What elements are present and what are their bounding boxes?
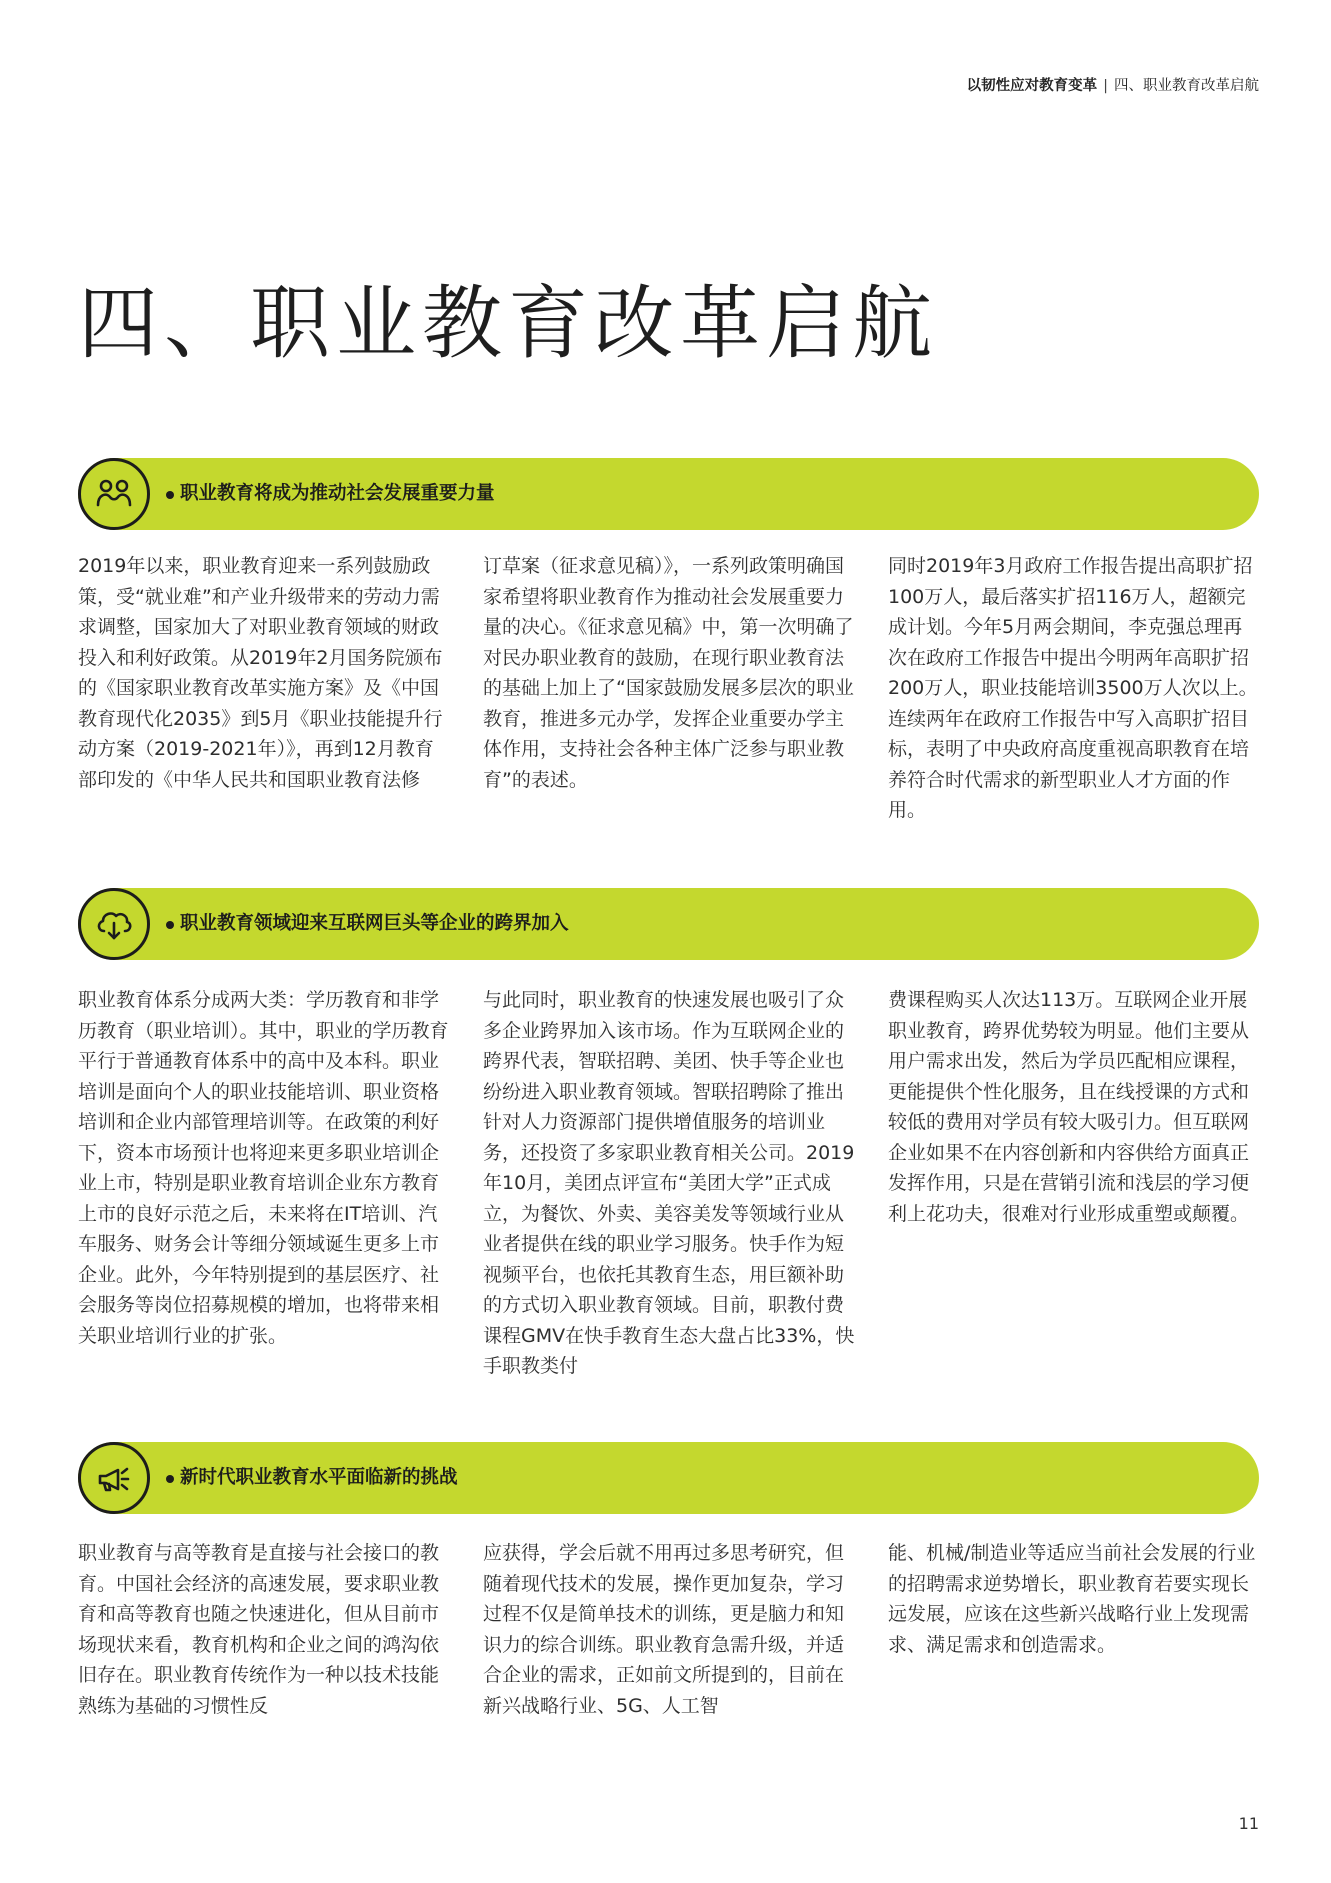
section-title: 职业教育将成为推动社会发展重要力量 — [180, 483, 495, 504]
section-banner-3 — [78, 1442, 1259, 1514]
paragraph: 费课程购买人次达113万。互联网企业开展职业教育，跨界优势较为明显。他们主要从用户需求出发，然后为学员匹配相应课程，更能提供个性化服务，且在线授课的方式和较低的费用对学员有较大吸引力。但互联网企业如果不在内容创新和内容供给方面真正发挥作用，只是在营销引流和浅层的学习便利上花功夫，很难对行业形成重塑或颠覆。 — [888, 989, 1250, 1225]
section-banner-2 — [78, 888, 1259, 960]
bullet — [166, 491, 174, 499]
section-1-column-2 — [483, 551, 855, 795]
section-1-column-1 — [78, 551, 450, 795]
running-header — [967, 74, 1259, 95]
section-title: 职业教育领域迎来互联网巨头等企业的跨界加入 — [180, 913, 569, 934]
bullet — [166, 1475, 174, 1483]
section-2-column-3 — [888, 985, 1260, 1229]
paragraph: 职业教育与高等教育是直接与社会接口的教育。中国社会经济的高速发展，要求职业教育和高等教育也随之快速进化，但从目前市场现状来看，教育机构和企业之间的鸿沟依旧存在。职业教育传统作为一种以技术技能熟练为基础的习惯性反 — [78, 1542, 440, 1717]
section-3-column-2 — [483, 1538, 855, 1721]
page-title: 四、职业教育改革启航 — [78, 277, 938, 370]
paragraph: 订草案（征求意见稿）》，一系列政策明确国家希望将职业教育作为推动社会发展重要力量的决心。《征求意见稿》中，第一次明确了对民办职业教育的鼓励，在现行职业教育法的基础上加上了“国家鼓励发展多层次的职业教育，推进多元办学，发挥企业重要办学主体作用，支持社会各种主体广泛参与职业教育”的表述。 — [483, 555, 854, 791]
report-title: 以韧性应对教育变革 — [966, 78, 1098, 94]
header-separator: | — [1103, 78, 1108, 94]
section-banner-1 — [78, 458, 1259, 530]
cloud-download-icon — [78, 888, 150, 960]
bullet — [166, 921, 174, 929]
paragraph: 能、机械/制造业等适应当前社会发展的行业的招聘需求逆势增长，职业教育若要实现长远发展，应该在这些新兴战略行业上发现需求、满足需求和创造需求。 — [888, 1542, 1256, 1656]
chapter-label: 四、职业教育改革启航 — [1114, 78, 1259, 94]
section-1-column-3 — [888, 551, 1260, 826]
paragraph: 2019年以来，职业教育迎来一系列鼓励政策，受“就业难”和产业升级带来的劳动力需求调整，国家加大了对职业教育领域的财政投入和利好政策。从2019年2月国务院颁布的《国家职业教育改革实施方案》及《中国教育现代化2035》到5月《职业技能提升行动方案（2019-2021年）》，再到12月教育部印发的《中华人民共和国职业教育法修 — [78, 555, 443, 791]
paragraph: 同时2019年3月政府工作报告提出高职扩招100万人，最后落实扩招116万人，超额完成计划。今年5月两会期间，李克强总理再次在政府工作报告中提出今明两年高职扩招200万人，职业技能培训3500万人次以上。连续两年在政府工作报告中写入高职扩招目标，表明了中央政府高度重视高职教育在培养符合时代需求的新型职业人才方面的作用。 — [888, 555, 1258, 821]
paragraph: 与此同时，职业教育的快速发展也吸引了众多企业跨界加入该市场。作为互联网企业的跨界代表，智联招聘、美团、快手等企业也纷纷进入职业教育领域。智联招聘除了推出针对人力资源部门提供增值服务的培训业务，还投资了多家职业教育相关公司。2019年10月，美团点评宣布“美团大学”正式成立，为餐饮、外卖、美容美发等领域行业从业者提供在线的职业学习服务。快手作为短视频平台，也依托其教育生态，用巨额补助的方式切入职业教育领域。目前，职教付费课程GMV在快手教育生态大盘占比33%，快手职教类付 — [483, 989, 855, 1377]
section-title: 新时代职业教育水平面临新的挑战 — [180, 1467, 458, 1488]
section-2-column-2 — [483, 985, 855, 1382]
people-group-icon — [78, 458, 150, 530]
section-3-column-1 — [78, 1538, 450, 1721]
megaphone-icon — [78, 1442, 150, 1514]
paragraph: 应获得，学会后就不用再过多思考研究，但随着现代技术的发展，操作更加复杂，学习过程不仅是简单技术的训练，更是脑力和知识力的综合训练。职业教育急需升级，并适合企业的需求，正如前文所提到的，目前在新兴战略行业、5G、人工智 — [483, 1542, 845, 1717]
section-2-column-1 — [78, 985, 450, 1351]
page-number: 11 — [1238, 1814, 1259, 1833]
section-3-column-3 — [888, 1538, 1260, 1660]
paragraph: 职业教育体系分成两大类：学历教育和非学历教育（职业培训）。其中，职业的学历教育平行于普通教育体系中的高中及本科。职业培训是面向个人的职业技能培训、职业资格培训和企业内部管理培训等。在政策的利好下，资本市场预计也将迎来更多职业培训企业上市，特别是职业教育培训企业东方教育上市的良好示范之后，未来将在IT培训、汽车服务、财务会计等细分领域诞生更多上市企业。此外，今年特别提到的基层医疗、社会服务等岗位招募规模的增加，也将带来相关职业培训行业的扩张。 — [78, 989, 449, 1347]
